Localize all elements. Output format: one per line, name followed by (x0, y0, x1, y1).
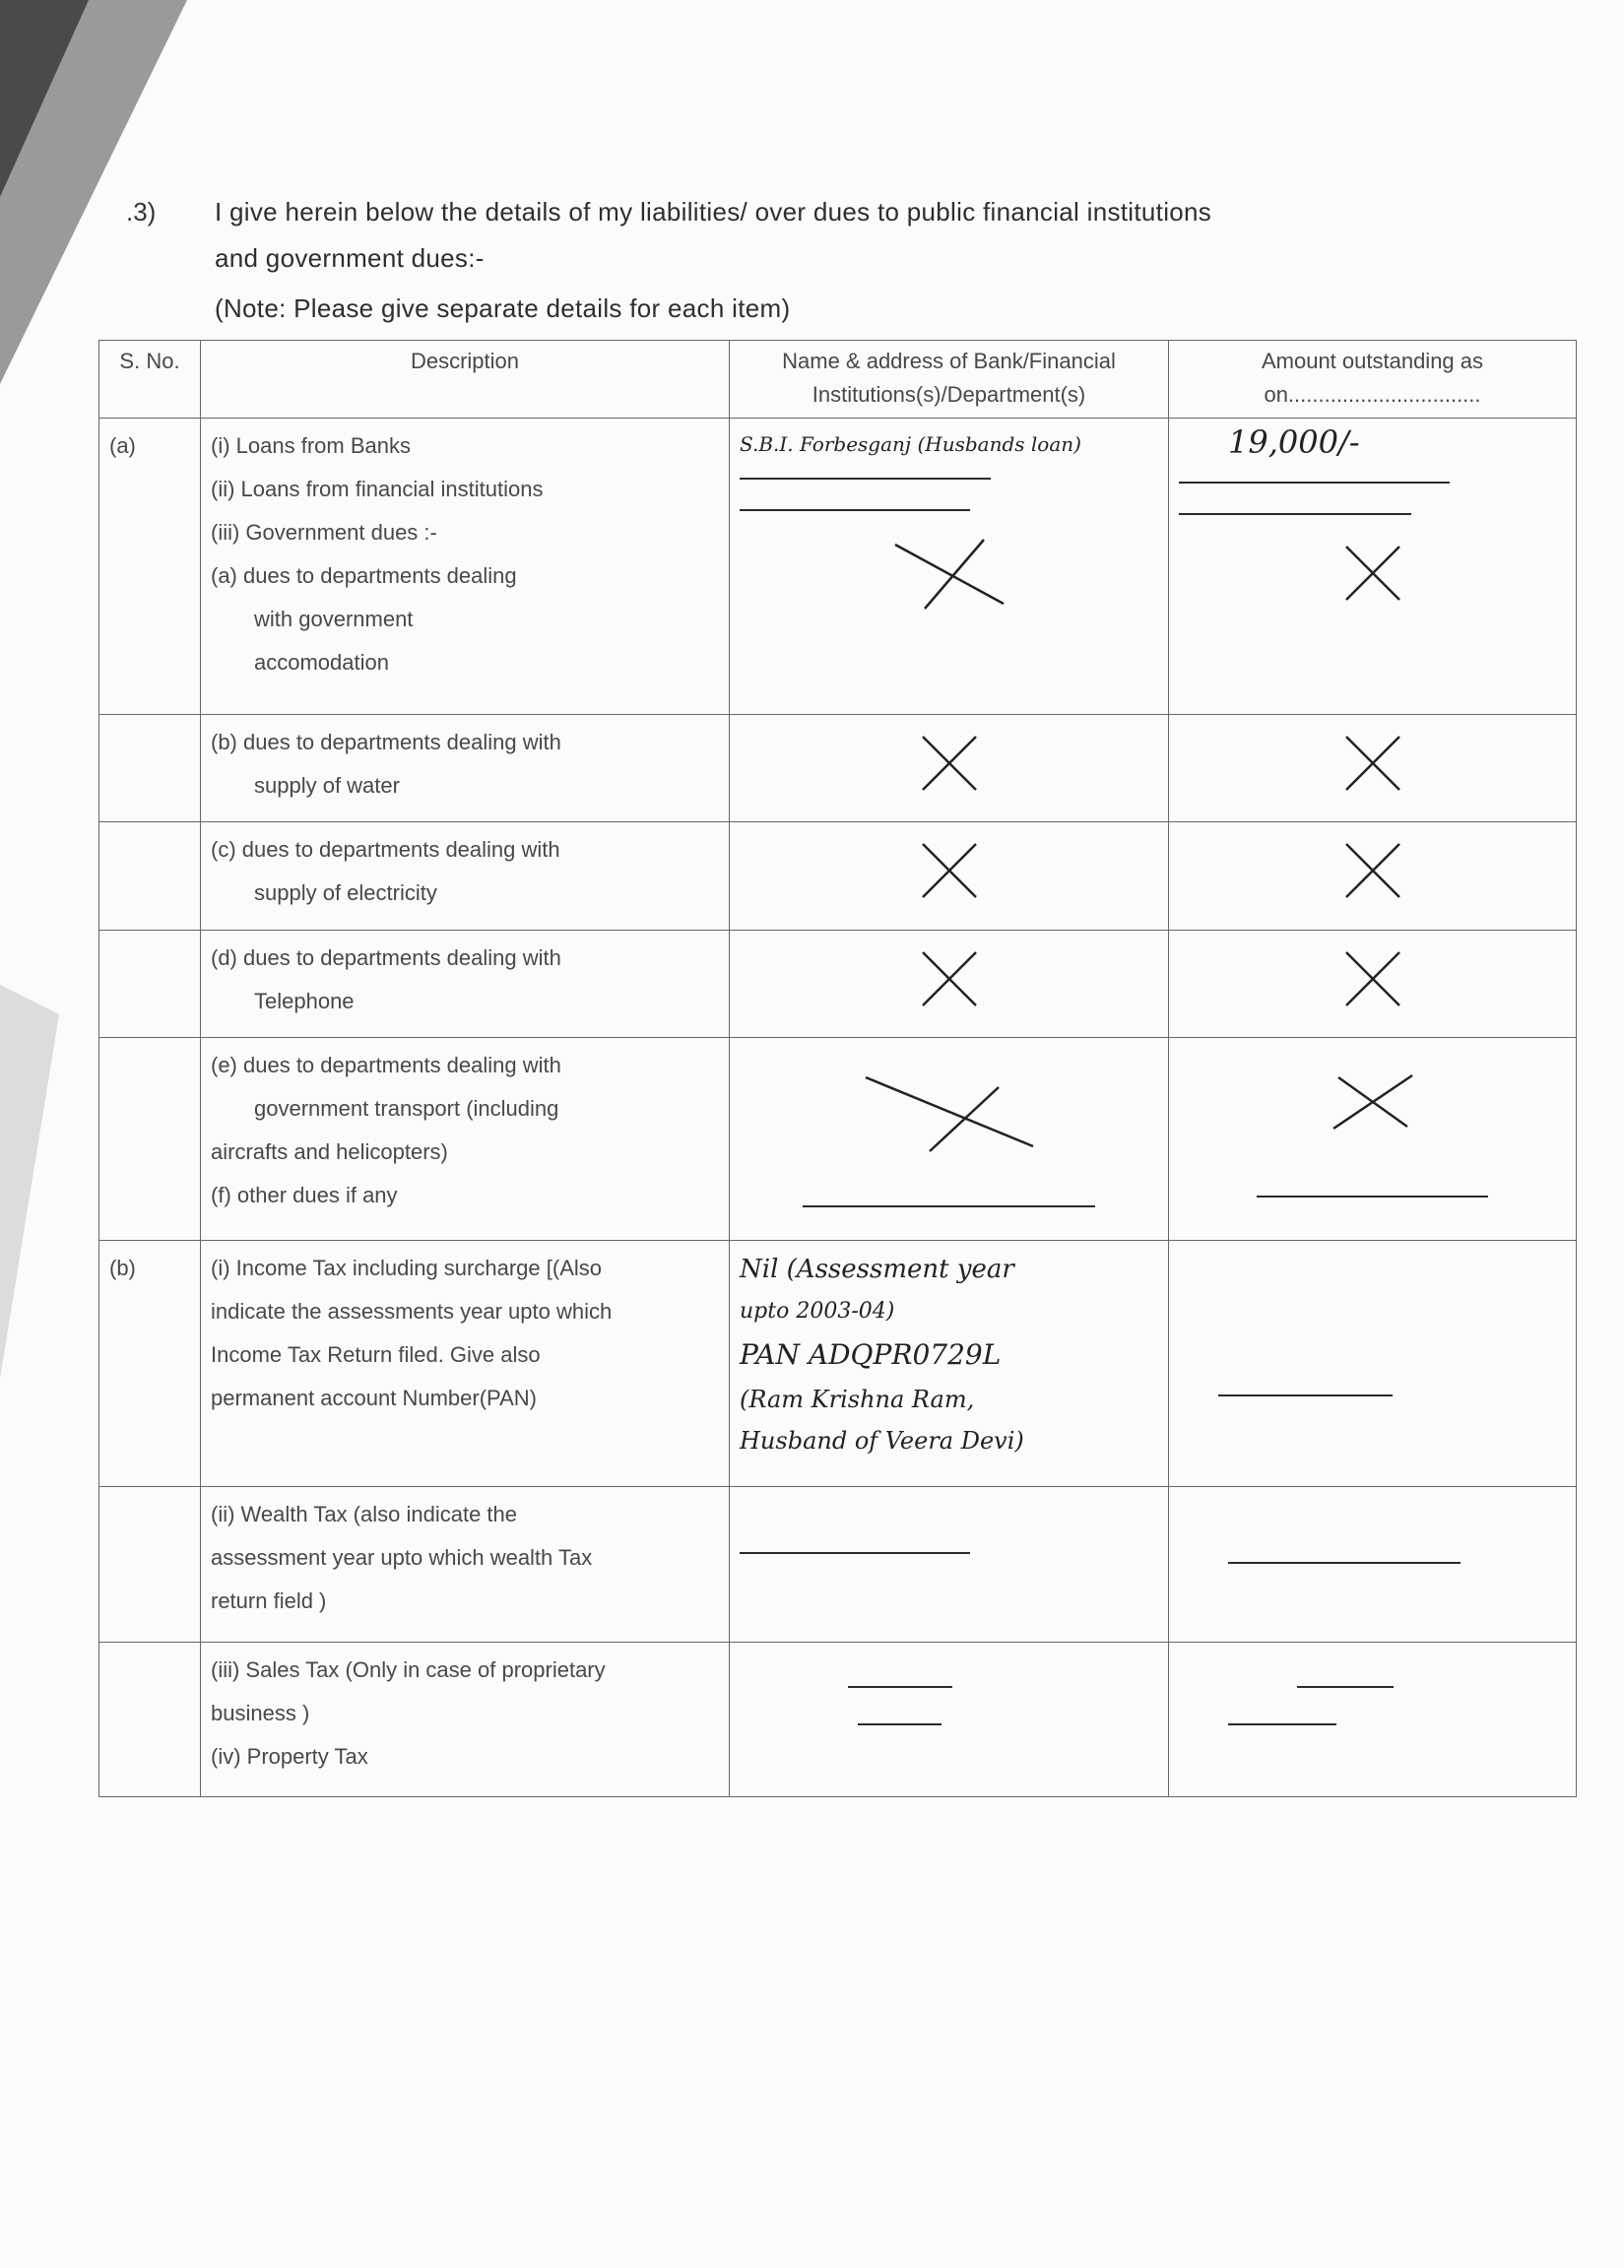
dash-mark (1257, 1196, 1489, 1198)
dash-mark (1179, 482, 1450, 484)
header-bank-line-1: Name & address of Bank/Financial (782, 349, 1116, 373)
water-label-2: supply of water (254, 772, 400, 798)
handwritten-income-4: (Ram Krishna Ram, (740, 1385, 975, 1413)
income-label-2: indicate the assessments year upto which (211, 1298, 613, 1324)
wealth-label-2: assessment year upto which wealth Tax (211, 1545, 593, 1571)
income-label-3: Income Tax Return filed. Give also (211, 1341, 541, 1367)
dash-mark (1179, 513, 1411, 515)
dash-mark (803, 1205, 1096, 1207)
handwritten-amount: 19,000/- (1228, 423, 1360, 461)
wealth-label-3: return field ) (211, 1588, 327, 1614)
income-label-1: (i) Income Tax including surcharge [(Also (211, 1255, 602, 1280)
header-amount-line-1: Amount outstanding as (1261, 349, 1484, 373)
trans-label-3: aircrafts and helicopters) (211, 1139, 448, 1165)
header-amount-line-2: on................................ (1264, 382, 1481, 407)
table-row (99, 1642, 1577, 1796)
table-row (99, 419, 1577, 715)
property-label: (iv) Property Tax (211, 1743, 368, 1769)
sales-label-2: business ) (211, 1700, 310, 1725)
header-description: Description (201, 341, 730, 419)
cross-mark-icon (861, 1068, 1038, 1156)
sno-b: (b) (109, 1255, 136, 1280)
trans-label-1: (e) dues to departments dealing with (211, 1053, 561, 1078)
sno-cell (99, 1240, 201, 1487)
table-row (99, 1487, 1577, 1642)
tel-label-1: (d) dues to departments dealing with (211, 944, 561, 970)
description-cell (201, 419, 730, 715)
cross-mark-icon (915, 729, 984, 798)
cross-mark-icon (1329, 1068, 1417, 1136)
accom-label-3: accomodation (254, 650, 389, 675)
bank-cell (730, 419, 1169, 715)
dash-mark (740, 509, 970, 511)
cross-mark-icon (1338, 539, 1407, 608)
cross-mark-icon (1338, 944, 1407, 1013)
handwritten-bank-name: S.B.I. Forbesganj (Husbands loan) (740, 432, 1081, 456)
dash-mark (740, 478, 991, 480)
dash-mark (740, 1552, 970, 1554)
sno-cell (99, 419, 201, 715)
elec-label-2: supply of electricity (254, 880, 437, 906)
dash-mark (1228, 1562, 1461, 1564)
dash-mark (1228, 1723, 1336, 1725)
loans-banks-label: (i) Loans from Banks (211, 433, 411, 458)
cross-mark-icon (1338, 729, 1407, 798)
handwritten-income-1: Nil (Assessment year (740, 1254, 1014, 1284)
table-row (99, 1240, 1577, 1487)
income-label-4: permanent account Number(PAN) (211, 1385, 537, 1410)
handwritten-income-2: upto 2003-04) (740, 1298, 895, 1324)
sales-label-1: (iii) Sales Tax (Only in case of proprietary (211, 1656, 606, 1682)
header-bank-line-2: Institutions(s)/Department(s) (812, 382, 1086, 407)
sno-a: (a) (109, 433, 136, 458)
wealth-label-1: (ii) Wealth Tax (also indicate the (211, 1502, 517, 1527)
cross-mark-icon (915, 836, 984, 905)
loans-fi-label: (ii) Loans from financial institutions (211, 477, 544, 501)
dash-mark (848, 1686, 952, 1688)
table-header-row (99, 341, 1577, 419)
tel-label-2: Telephone (254, 988, 355, 1013)
water-label-1: (b) dues to departments dealing with (211, 729, 561, 754)
handwritten-income-3: PAN ADQPR0729L (740, 1337, 1002, 1371)
cross-mark-icon (915, 944, 984, 1013)
intro-line-2: and government dues:- (215, 243, 485, 273)
dash-mark (1297, 1686, 1394, 1688)
intro-line-1: I give herein below the details of my liabilities/ over dues to public financial institutions (215, 197, 1212, 227)
handwritten-income-5: Husband of Veera Devi) (740, 1426, 1024, 1455)
other-dues-label: (f) other dues if any (211, 1183, 398, 1208)
govt-dues-label: (iii) Government dues :- (211, 520, 437, 545)
header-amount (1169, 341, 1577, 419)
accom-label-1: (a) dues to departments dealing (211, 563, 517, 588)
cross-mark-icon (890, 535, 1008, 614)
section-number: .3) (126, 197, 157, 227)
trans-label-2: government transport (including (254, 1096, 559, 1122)
liabilities-table (98, 340, 1577, 1797)
dash-mark (1218, 1394, 1393, 1396)
note-line: (Note: Please give separate details for each item) (215, 293, 791, 323)
table-row (99, 930, 1577, 1038)
table-row (99, 1038, 1577, 1240)
amount-cell (1169, 419, 1577, 715)
cross-mark-icon (1338, 836, 1407, 905)
table-row (99, 714, 1577, 822)
header-bank (730, 341, 1169, 419)
table-row (99, 822, 1577, 931)
header-sno: S. No. (99, 341, 201, 419)
elec-label-1: (c) dues to departments dealing with (211, 837, 560, 863)
dash-mark (858, 1723, 942, 1725)
accom-label-2: with government (254, 607, 414, 631)
